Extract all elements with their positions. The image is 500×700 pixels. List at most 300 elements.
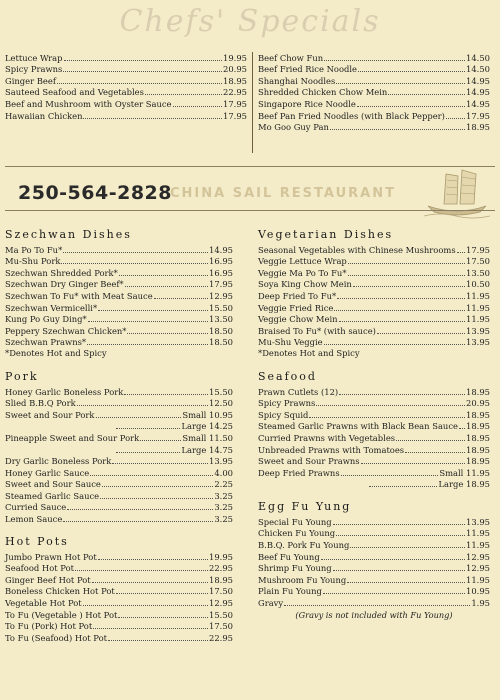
menu-item-name: Unbreaded Prawns with Tomatoes [258,444,405,455]
dot-leader [361,463,465,464]
menu-item-price: 12.95 [209,290,233,301]
dot-leader [83,605,208,606]
menu-item-price: 17.95 [466,110,490,121]
dot-leader [64,60,222,61]
dot-leader [63,521,213,522]
menu-item-price: 14.50 [466,64,490,75]
menu-item-price: 18.95 [466,386,490,397]
menu-item-price: 3.25 [214,490,233,501]
dot-leader [77,405,208,406]
menu-item [258,398,490,410]
vegetarian-list [258,244,490,348]
menu-item-price: 22.95 [209,563,233,574]
menu-item-price: 15.50 [209,609,233,620]
menu-item-price: Large 14.25 [181,421,233,432]
menu-item-price: 3.25 [214,514,233,525]
dot-leader [348,263,465,264]
menu-item [258,516,490,528]
menu-item-price: 17.50 [466,256,490,267]
menu-item-name: Beef Fried Rice Noodle [258,64,358,75]
menu-item-name: Szechwan Vermicelli* [5,302,98,313]
dot-leader [116,428,180,429]
dot-leader [339,321,465,322]
menu-item-price: 13.50 [466,267,490,278]
dot-leader [140,440,181,441]
menu-item-price: 18.95 [466,444,490,455]
dot-leader [93,628,208,629]
menu-item [5,337,233,349]
menu-item [258,456,490,468]
menu-item [5,502,233,514]
dot-leader [96,417,182,418]
menu-item [258,87,490,99]
menu-item-price: 11.95 [466,290,490,301]
menu-item-name: Szechwan Prawns* [5,337,87,348]
dot-leader [446,118,465,119]
menu-item-name: Szechwan Shredded Pork* [5,267,118,278]
menu-item [5,421,233,433]
menu-item-name: Beef Chow Fun [258,52,324,63]
menu-item [258,574,490,586]
menu-item-name: Curried Sauce [5,502,67,513]
dot-leader [108,640,208,641]
menu-item [258,52,490,64]
right-menu-column [258,228,490,631]
menu-item [5,325,233,337]
egg-fu-yung-title: Egg Fu Yung [258,500,352,514]
menu-item-name: Honey Garlic Boneless Pork [5,386,124,397]
dot-leader [125,286,208,287]
menu-item [5,64,247,76]
menu-item-name: Vegetable Hot Pot [5,598,82,609]
junk-ship-icon [424,168,490,224]
menu-item-price: 18.95 [466,432,490,443]
vegetarian-section [258,228,490,360]
hot-pots-section [5,535,233,644]
menu-item-price: 12.95 [466,563,490,574]
menu-item-name: Ma Po To Fu* [5,244,63,255]
menu-item [258,64,490,76]
menu-item-name: Kung Po Guy Ding* [5,314,87,325]
egg-fu-yung-list [258,516,490,609]
menu-item-name: Shredded Chicken Chow Mein [258,87,388,98]
menu-item [258,421,490,433]
dot-leader [116,452,180,453]
hot-pots-title: Hot Pots [5,535,69,549]
menu-item [258,432,490,444]
menu-item-price: 18.50 [209,337,233,348]
menu-item-name: Honey Garlic Sauce [5,467,90,478]
dot-leader [324,60,465,61]
menu-item [258,386,490,398]
dot-leader [83,118,222,119]
menu-item-price: 10.95 [466,586,490,597]
menu-item-name: B.B.Q. Pork Fu Young [258,540,350,551]
menu-item-price: 14.95 [466,75,490,86]
dot-leader [145,94,222,95]
dot-leader [330,129,465,130]
menu-item [5,290,233,302]
szechwan-section [5,228,233,360]
menu-item-price: 10.50 [466,279,490,290]
menu-item-price: 17.95 [466,244,490,255]
menu-item-price: 18.95 [466,456,490,467]
vegetarian-title: Vegetarian Dishes [258,228,394,241]
dot-leader [358,71,465,72]
menu-item-name: Sweet and Sour Pork [5,409,95,420]
menu-item-name: Mo Goo Guy Pan [258,122,329,133]
seafood-list [258,386,490,490]
dot-leader [357,106,465,107]
menu-item-price: 14.95 [466,98,490,109]
menu-item-name: Singapore Rice Noodle [258,98,356,109]
menu-item-name: Shanghai Noodles [258,75,336,86]
menu-item-name: Mushroom Fu Young [258,574,347,585]
menu-item [5,490,233,502]
seafood-section [258,370,490,490]
phone-number: 250-564-2828 [18,182,172,204]
menu-item [5,386,233,398]
menu-item [258,314,490,326]
dot-leader [116,593,208,594]
menu-item [5,479,233,491]
menu-item-price: 4.00 [214,467,233,478]
menu-item [5,432,233,444]
dot-leader [388,94,465,95]
menu-item-name: Plain Fu Young [258,586,322,597]
menu-item-name: To Fu (Seafood) Hot Pot [5,632,108,643]
dot-leader [337,298,465,299]
menu-item-name: Ginger Beef [5,75,56,86]
dot-leader [353,286,465,287]
hot-pots-list [5,551,233,644]
dot-leader [61,263,208,264]
dot-leader [457,252,465,253]
menu-item-name: Spicy Squid [258,409,309,420]
menu-item [5,98,247,110]
dot-leader [350,547,465,548]
menu-item-price: 13.50 [209,314,233,325]
dot-leader [336,535,465,536]
menu-item-price: 2.25 [214,479,233,490]
menu-item-price: Large 18.95 [438,479,490,490]
dot-leader [90,475,213,476]
dot-leader [459,428,465,429]
dot-leader [347,582,465,583]
menu-item-price: 20.95 [466,398,490,409]
pork-title: Pork [5,369,39,383]
dot-leader [336,83,465,84]
menu-item-price: 18.95 [223,75,247,86]
dot-leader [98,310,208,311]
menu-item-price: 17.95 [223,110,247,121]
menu-item [5,267,233,279]
menu-item-name: Beef and Mushroom with Oyster Sauce [5,98,172,109]
menu-item-name: Boneless Chicken Hot Pot [5,586,115,597]
menu-item [258,98,490,110]
dot-leader [348,275,466,276]
menu-item [258,302,490,314]
pork-list [5,386,233,525]
menu-item-name: Steamed Garlic Sauce [5,490,100,501]
pork-section [5,370,233,525]
menu-item-price: Small 11.50 [182,432,233,443]
chefs-specials-title: Chefs' Specials [119,4,381,39]
menu-item-price: 13.95 [466,337,490,348]
menu-item [5,574,233,586]
menu-item-name: To Fu (Pork) Hot Pot [5,621,93,632]
menu-item-name: Mu-Shu Pork [5,256,61,267]
seafood-title: Seafood [258,369,317,383]
menu-item-price: 18.95 [466,122,490,133]
menu-item-name: Veggie Ma Po To Fu* [258,267,347,278]
menu-item-price: 12.95 [209,598,233,609]
egg-fu-yung-note: (Gravy is not included with Fu Young) [295,610,453,621]
menu-item [258,110,490,122]
menu-item-price: 11.95 [466,314,490,325]
dot-leader [334,310,465,311]
menu-item-name: Seafood Hot Pot [5,563,74,574]
menu-item [5,444,233,456]
dot-leader [67,509,213,510]
dot-leader [63,252,208,253]
menu-item-price: 19.95 [223,52,247,63]
menu-item-name: Jumbo Prawn Hot Pot [5,551,97,562]
dot-leader [333,524,465,525]
menu-item [258,325,490,337]
menu-item-price: 18.95 [209,574,233,585]
menu-item-price: 11.95 [466,528,490,539]
menu-item-price: 16.95 [209,256,233,267]
dot-leader [87,344,208,345]
menu-item-name: Gravy [258,598,284,609]
menu-item [258,586,490,598]
menu-item [258,267,490,279]
menu-item [5,597,233,609]
menu-item [5,279,233,291]
menu-item [5,52,247,64]
menu-item-name: Deep Fried Prawns [258,467,340,478]
menu-item-price: 17.95 [209,279,233,290]
menu-item-price: 17.50 [209,621,233,632]
menu-item [258,467,490,479]
dot-leader [88,321,208,322]
menu-item [258,337,490,349]
menu-item [258,409,490,421]
dot-leader [341,475,439,476]
dot-leader [333,570,465,571]
menu-item [5,256,233,268]
dot-leader [369,486,437,487]
dot-leader [405,452,465,453]
szechwan-title: Szechwan Dishes [5,228,132,241]
menu-item-name: Mu-Shu Veggie [258,337,323,348]
menu-item-name: Prawn Cutlets (12) [258,386,339,397]
menu-item-price: 14.50 [466,52,490,63]
szechwan-note: *Denotes Hot and Spicy [5,348,107,359]
dot-leader [154,298,208,299]
dot-leader [102,486,213,487]
menu-item [5,314,233,326]
menu-item [258,539,490,551]
dot-leader [124,394,208,395]
menu-item-name: Peppery Szechwan Chicken* [5,325,127,336]
bottom-divider [5,210,495,211]
menu-item-name: Hawaiian Chicken [5,110,83,121]
menu-item-name: Beef Pan Fried Noodles (with Black Pepper) [258,110,445,121]
menu-item-price: 11.95 [466,574,490,585]
menu-item-price: 13.95 [466,516,490,527]
dot-leader [173,106,223,107]
szechwan-list [5,244,233,348]
menu-item-price: 3.25 [214,502,233,513]
menu-item [258,279,490,291]
vegetarian-note: *Denotes Hot and Spicy [258,348,360,359]
menu-item-price: 12.50 [209,398,233,409]
menu-item-price: 12.95 [466,551,490,562]
menu-item-price: 11.95 [466,540,490,551]
menu-item [5,409,233,421]
menu-item-name: Sauteed Seafood and Vegetables [5,87,144,98]
menu-item [5,586,233,598]
menu-item-price: 14.95 [209,244,233,255]
dot-leader [377,333,465,334]
dot-leader [309,417,465,418]
dot-leader [127,333,208,334]
menu-item [5,398,233,410]
menu-item [5,456,233,468]
menu-item-name: Veggie Fried Rice [258,302,334,313]
dot-leader [100,498,213,499]
menu-item-name: Slied B.B.Q Pork [5,398,76,409]
restaurant-name: CHINA SAIL RESTAURANT [170,186,396,201]
menu-item [258,256,490,268]
dot-leader [323,593,465,594]
menu-item-name: Veggie Lettuce Wrap [258,256,347,267]
chefs-specials-left-list [5,52,247,122]
menu-item [5,110,247,122]
top-divider [5,166,495,167]
left-menu-column [5,228,233,654]
dot-leader [396,440,465,441]
menu-item-name: To Fu (Vegetable ) Hot Pot [5,609,118,620]
menu-item-name: Shrimp Fu Young [258,563,332,574]
menu-item-price: 11.95 [466,302,490,313]
menu-item-price: 14.95 [466,87,490,98]
menu-item [258,563,490,575]
menu-item-name: Chicken Fu Young [258,528,336,539]
menu-item [5,467,233,479]
menu-item [5,302,233,314]
menu-item-name: Lemon Sauce [5,514,63,525]
menu-item [258,528,490,540]
menu-item-price: 22.95 [209,632,233,643]
menu-item-name: Lettuce Wrap [5,52,63,63]
dot-leader [316,405,465,406]
dot-leader [284,605,470,606]
menu-item [258,479,490,491]
menu-item [258,122,490,134]
menu-item-name: Beef Fu Young [258,551,320,562]
menu-item [5,244,233,256]
menu-item-name: Curried Prawns with Vegetables [258,432,396,443]
menu-item [5,551,233,563]
menu-item-price: Large 14.75 [181,444,233,455]
menu-item-name: Special Fu Young [258,516,332,527]
dot-leader [98,559,208,560]
menu-item-price: 16.95 [209,267,233,278]
menu-item-name: Spicy Prawns [5,64,63,75]
dot-leader [92,582,208,583]
menu-item-name: Sweet and Sour Sauce [5,479,101,490]
dot-leader [112,463,208,464]
dot-leader [63,71,222,72]
menu-item-price: 18.95 [466,421,490,432]
menu-item-name: Steamed Garlic Prawns with Black Bean Sauce [258,421,458,432]
menu-item [5,75,247,87]
menu-item-price: 17.95 [223,98,247,109]
menu-item-price: 15.50 [209,386,233,397]
menu-item-price: 19.95 [209,551,233,562]
menu-item [258,444,490,456]
menu-item-name: Ginger Beef Hot Pot [5,574,91,585]
menu-item-price: 18.50 [209,325,233,336]
dot-leader [119,275,208,276]
menu-item [258,290,490,302]
menu-item-price: Small 11.95 [439,467,490,478]
menu-item-name: Sweet and Sour Prawns [258,456,360,467]
dot-leader [324,344,465,345]
menu-item-name: Soya King Chow Mein [258,279,352,290]
menu-item [5,563,233,575]
menu-item-name: Veggie Chow Mein [258,314,338,325]
menu-item-name: Szechwan To Fu* with Meat Sauce [5,290,153,301]
dot-leader [339,394,465,395]
menu-item-price: 22.95 [223,87,247,98]
menu-item-name: Braised To Fu* (with sauce) [258,325,376,336]
dot-leader [321,559,465,560]
menu-item [5,632,233,644]
menu-item-name: Dry Garlic Boneless Pork [5,456,112,467]
menu-item [258,551,490,563]
column-divider [252,52,253,153]
menu-item-price: 13.95 [466,325,490,336]
menu-item-price: Small 10.95 [182,409,233,420]
menu-item [258,597,490,609]
menu-item-price: 13.95 [209,456,233,467]
egg-fu-yung-section [258,500,490,621]
menu-item [5,621,233,633]
menu-item-price: 20.95 [223,64,247,75]
chefs-specials-right-list [258,52,490,133]
menu-item [258,244,490,256]
menu-item [5,609,233,621]
menu-item-name: Spicy Prawns [258,398,316,409]
menu-item-name: Deep Fried To Fu* [258,290,337,301]
menu-item-name: Szechwan Dry Ginger Beef* [5,279,124,290]
dot-leader [118,617,208,618]
dot-leader [75,570,208,571]
menu-item-name: Seasonal Vegetables with Chinese Mushrooms [258,244,456,255]
menu-item-price: 18.95 [466,409,490,420]
menu-item [258,75,490,87]
dot-leader [57,83,222,84]
menu-item [5,87,247,99]
menu-item-name: Pineapple Sweet and Sour Pork [5,432,140,443]
menu-item-price: 1.95 [471,598,490,609]
menu-item-price: 15.50 [209,302,233,313]
menu-item-price: 17.50 [209,586,233,597]
